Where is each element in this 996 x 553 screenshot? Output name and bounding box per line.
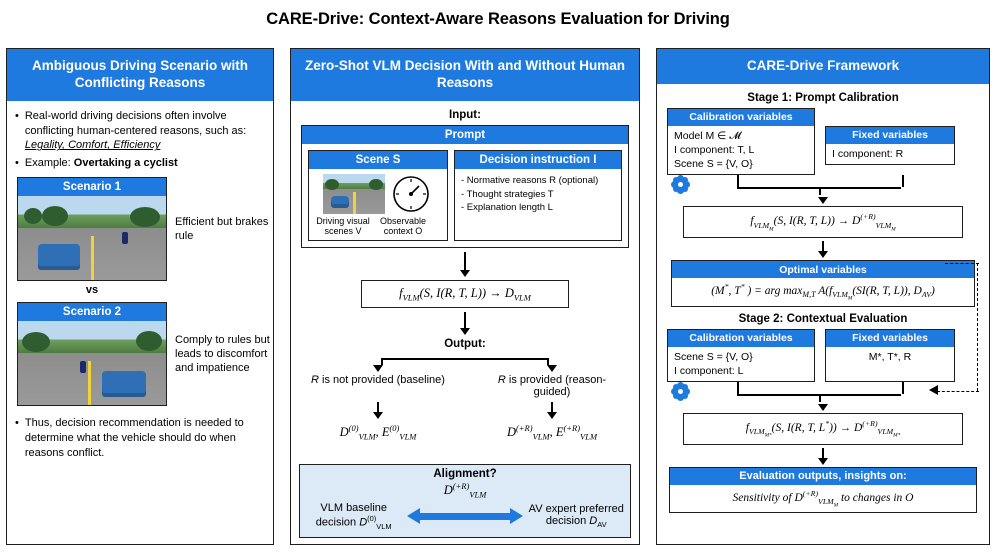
connector-line: [822, 448, 824, 458]
stage1-boxes: [657, 104, 989, 176]
formula-stage1: $f_{VLM_M}(S$, I(R, T, $L)) \to D^{(+R)}_{VLM_M}$: [683, 206, 963, 238]
branch-labels: [291, 374, 639, 398]
decision-item: - Explanation length L: [461, 202, 553, 214]
alignment-row: [300, 502, 630, 531]
result-left: $D^{(0)}_{VLM}$, $E^{(0)}_{VLM}$: [339, 423, 417, 442]
connector-line: [822, 241, 824, 251]
tree-icon: [325, 179, 339, 190]
prompt-box: [301, 125, 629, 248]
fixed2-body: [826, 347, 954, 367]
scenario1-row: [7, 177, 273, 281]
calib2-title: Calibration variables: [668, 330, 814, 347]
car-shape: [102, 371, 146, 397]
scene-title: Scene S: [309, 151, 447, 169]
lane-marking: [353, 192, 356, 214]
outputs-body: Sensitivity of $D^{(+R)}_{VLM_M}$ to changes in O: [732, 488, 914, 509]
scenario-1-caption: Efficient but brakes rule: [175, 215, 269, 243]
alignment-right-text: AV expert preferred decision $D_{AV}$: [528, 502, 624, 530]
branch-results: [291, 423, 639, 442]
arrow-down-icon: [373, 365, 383, 372]
feedback-line-vertical: [977, 263, 978, 391]
scenario-1-title: Scenario 1: [18, 178, 166, 196]
stage2-boxes: [657, 325, 989, 382]
optimal-variables-box: [671, 260, 975, 307]
alignment-top-formula: $D^{(+R)}_{VLM}$: [443, 481, 487, 500]
arrow-down-icon: [460, 270, 470, 277]
scene-caption-o: Observable context O: [379, 215, 427, 236]
scene-box: [308, 150, 448, 241]
vs-label: vs: [85, 284, 99, 297]
bullet-item: [15, 156, 263, 171]
arrow-down-icon: [818, 458, 828, 465]
fixed2-line: M*, T*, R: [868, 350, 912, 363]
scene-thumbnail: [323, 174, 385, 214]
alignment-left-text: VLM baseline decision $D^{(0)}_{VLM}$: [315, 501, 392, 531]
calib1-title: Calibration variables: [668, 109, 814, 126]
branch-arrows: [291, 365, 639, 372]
cyclist-shape: [80, 361, 86, 373]
tree-icon: [136, 331, 162, 351]
gear-icon: [673, 177, 688, 192]
formula-main: [361, 280, 569, 309]
scenario-2-image: [18, 321, 166, 405]
bullet1-terms: Legality, Comfort, Efficiency: [24, 139, 161, 152]
bullet-dot: •: [15, 109, 19, 122]
calib2-line: Scene S = {V, O}: [674, 350, 753, 363]
calib1-body: [668, 126, 814, 175]
panel3-header: CARE-Drive Framework: [657, 49, 989, 84]
stage1-connectors: [657, 175, 989, 197]
alignment-band: [299, 464, 631, 538]
stage2-label: Stage 2: Contextual Evaluation: [738, 312, 908, 325]
outputs-title: Evaluation outputs, insights on:: [670, 468, 976, 485]
decision-title: Decision instruction I: [455, 151, 621, 169]
bullet-dot: •: [15, 157, 19, 170]
panel1-bullets: [7, 101, 273, 171]
gauge-icon: [389, 174, 433, 214]
fixed-variables-box-1: [825, 126, 955, 165]
fixed2-title: Fixed variables: [826, 330, 954, 347]
arrow-down-icon: [818, 251, 828, 258]
tree-icon: [130, 207, 160, 227]
optimal-title: Optimal variables: [672, 261, 974, 278]
branch-left-label: R is not provided (baseline): [311, 374, 445, 387]
panel-care-drive-framework: [656, 48, 990, 545]
calib2-line: I component: L: [674, 364, 744, 377]
feedback-arrowhead: [929, 385, 938, 395]
output-label: Output:: [444, 338, 486, 351]
stage1-label: Stage 1: Prompt Calibration: [747, 91, 899, 104]
feedback-line-bottom: [937, 391, 979, 392]
optimal-formula: (M*, T* ) = arg $\max_{M,T} A(f_{VLM_M}(SI(R$, T, L)), $D_{AV}$): [711, 282, 935, 302]
bullet1-pre: Real-world driving decisions often involve conflicting human-centered reasons, such as:: [24, 109, 247, 137]
arrow-down-icon: [547, 365, 557, 372]
prompt-title: Prompt: [302, 126, 628, 144]
arrow-down-icon: [818, 404, 828, 411]
scene-caption-v: Driving visual scenes V: [316, 215, 370, 236]
car-shape: [331, 196, 349, 208]
scenario-2-caption: Comply to rules but leads to discomfort and impatience: [175, 333, 270, 375]
bullet-dot: •: [15, 417, 19, 430]
scenario-2-card: [17, 302, 167, 406]
scenario-1-card: [17, 177, 167, 281]
decision-item: - Normative reasons R (optional): [461, 174, 599, 186]
result-right: $D^{(+R)}_{VLM}$, $E^{(+R)}_{VLM}$: [506, 423, 598, 442]
panels-container: [0, 48, 996, 548]
scenario2-row: [7, 302, 273, 406]
panel2-header: Zero-Shot VLM Decision With and Without Human Reasons: [291, 49, 639, 101]
lane-marking: [88, 361, 91, 405]
calib1-line: Model M ∈ 𝓜: [674, 129, 742, 142]
branch-arrows-2: [291, 402, 639, 419]
cyclist-shape: [122, 232, 128, 244]
panel-ambiguous-scenario: [6, 48, 274, 545]
decision-item: - Thought strategies T: [461, 188, 554, 200]
tree-icon: [369, 179, 383, 190]
split-connector: [291, 353, 639, 365]
scenario-2-title: Scenario 2: [18, 303, 166, 321]
feedback-line-top: [945, 263, 979, 264]
alignment-label: Alignment?: [433, 468, 497, 480]
arrow-down-icon: [373, 412, 383, 419]
arrow-down-icon: [818, 197, 828, 204]
bullet-item: [15, 109, 263, 154]
connector-line: [464, 252, 466, 270]
tree-icon: [42, 206, 68, 226]
car-shape: [38, 244, 80, 270]
fixed1-line: I component: R: [832, 147, 904, 160]
evaluation-outputs-box: [669, 467, 977, 514]
footer-text: Thus, decision recommendation is needed to determine what the vehicle should do when reasons conflict.: [24, 417, 244, 459]
fixed-variables-box-2: [825, 329, 955, 382]
page-title: CARE-Drive: Context-Aware Reasons Evaluation for Driving: [266, 10, 730, 28]
lane-marking: [91, 236, 94, 280]
formula-text: $f_{VLM}(S$, I(R, T, $L)) \to D_{VLM}$: [399, 285, 531, 303]
calib1-line: I component: T, L: [674, 144, 755, 157]
double-arrow-icon: [407, 508, 522, 524]
tree-icon: [22, 332, 50, 352]
panel1-footer: [7, 406, 273, 461]
bullet2-pre: Example:: [24, 157, 71, 170]
calibration-variables-box-1: [667, 108, 815, 176]
bullet-text: [25, 109, 263, 154]
stage2-connectors: [657, 382, 989, 404]
input-label: Input:: [449, 108, 481, 121]
bullet-item: [15, 416, 263, 461]
calib1-line: Scene S = {V, O}: [674, 158, 753, 171]
gear-icon: [673, 384, 688, 399]
panel-zero-shot-vlm: [290, 48, 640, 545]
connector-line: [464, 312, 466, 328]
arrow-down-icon: [547, 412, 557, 419]
calib2-body: [668, 347, 814, 381]
tree-icon: [24, 208, 42, 224]
bullet2-bold: Overtaking a cyclist: [73, 157, 178, 170]
scenario-1-image: [18, 196, 166, 280]
panel1-header: Ambiguous Driving Scenario with Conflicting Reasons: [7, 49, 273, 101]
formula-stage2: $f_{VLM_{M*}}(S$, I(R, T, $L^*)) \to D^{(+R)}_{VLM_{M*}}$: [683, 413, 963, 445]
bullet-text: [25, 156, 178, 171]
calibration-variables-box-2: [667, 329, 815, 382]
arrow-down-icon: [460, 328, 470, 335]
decision-instruction-box: [454, 150, 622, 241]
fixed1-title: Fixed variables: [826, 127, 954, 144]
branch-right-label: R is provided (reason-guided): [497, 374, 607, 399]
fixed1-body: [826, 144, 954, 164]
